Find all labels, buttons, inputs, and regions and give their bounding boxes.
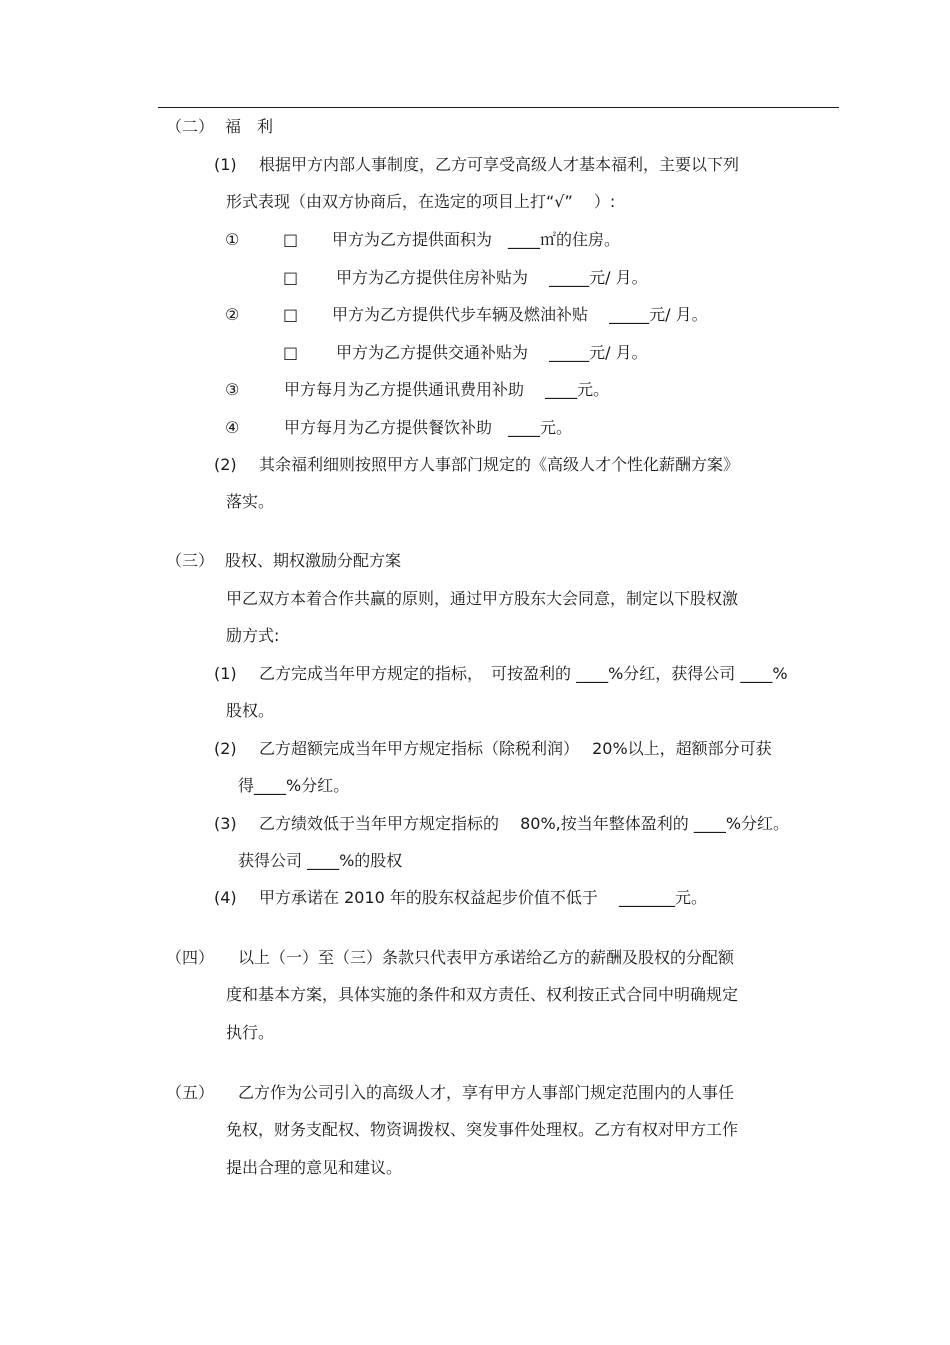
opt2b-text: 甲方为乙方提供交通补贴为 _____元/ 月。: [336, 343, 648, 362]
opt1a-checkbox[interactable]: □: [283, 230, 299, 249]
s5-line3: 提出合理的意见和建议。: [226, 1158, 403, 1177]
opt3-marker: ③: [225, 380, 240, 399]
s3-item1-line2: 股权。: [226, 701, 275, 720]
s3-intro-line1: 甲乙双方本着合作共赢的原则，通过甲方股东大会同意，制定以下股权激: [226, 589, 739, 608]
section-2-number: （二）: [166, 117, 215, 136]
s2-item2-number: (2): [214, 455, 237, 474]
opt2b-checkbox[interactable]: □: [283, 343, 299, 362]
s4-line3: 执行。: [226, 1023, 275, 1042]
opt4-marker: ④: [225, 418, 240, 437]
opt4-text: 甲方每月为乙方提供餐饮补助 ____元。: [284, 418, 573, 437]
s2-item2-line2: 落实。: [226, 492, 275, 511]
section-3-title: 股权、期权激励分配方案: [225, 551, 402, 570]
s3-item2-line1: 乙方超额完成当年甲方规定指标（除税利润） 20%以上，超额部分可获: [259, 739, 772, 758]
s3-item1-number: (1): [214, 664, 237, 683]
opt2a-text: 甲方为乙方提供代步车辆及燃油补贴 _____元/ 月。: [332, 305, 708, 324]
opt1b-checkbox[interactable]: □: [283, 268, 299, 287]
s3-item3-number: (3): [214, 814, 237, 833]
s3-item3-line2: 获得公司 ____%的股权: [238, 851, 403, 870]
s4-line1: 以上（一）至（三）条款只代表甲方承诺给乙方的薪酬及股权的分配额: [238, 948, 735, 967]
header-rule: [158, 107, 839, 108]
s3-item3-line1: 乙方绩效低于当年甲方规定指标的 80%,按当年整体盈利的 ____%分红。: [259, 814, 790, 833]
opt3-text: 甲方每月为乙方提供通讯费用补助 ____元。: [284, 380, 610, 399]
opt2-marker: ②: [225, 305, 240, 324]
section-2-title: 福 利: [225, 117, 274, 136]
s3-item2-number: (2): [214, 739, 237, 758]
section-3-number: （三）: [166, 551, 215, 570]
opt1-marker: ①: [225, 230, 240, 249]
s5-line2: 免权，财务支配权、物资调拨权、突发事件处理权。乙方有权对甲方工作: [226, 1120, 739, 1139]
s3-intro-line2: 励方式:: [226, 626, 280, 645]
s3-item1-line1: 乙方完成当年甲方规定的指标， 可按盈利的 ____%分红，获得公司 ____%: [259, 664, 788, 683]
s3-item4-number: (4): [214, 888, 237, 907]
s5-line1: 乙方作为公司引入的高级人才，享有甲方人事部门规定范围内的人事任: [238, 1083, 735, 1102]
s4-line2: 度和基本方案，具体实施的条件和双方责任、权利按正式合同中明确规定: [226, 985, 739, 1004]
s2-item2-line1: 其余福利细则按照甲方人事部门规定的《高级人才个性化薪酬方案》: [259, 455, 740, 474]
s3-item4-line1: 甲方承诺在 2010 年的股东权益起步价值不低于 _______元。: [259, 888, 707, 907]
s2-item1-number: (1): [214, 155, 237, 174]
opt1a-text: 甲方为乙方提供面积为 ____㎡的住房。: [332, 230, 621, 249]
s2-item1-line1: 根据甲方内部人事制度，乙方可享受高级人才基本福利，主要以下列: [259, 155, 740, 174]
opt2a-checkbox[interactable]: □: [283, 305, 299, 324]
section-5-number: （五）: [166, 1083, 215, 1102]
s3-item2-line2: 得____%分红。: [238, 776, 350, 795]
s2-item1-line2: 形式表现（由双方协商后，在选定的项目上打“√” ）:: [226, 192, 616, 211]
opt1b-text: 甲方为乙方提供住房补贴为 _____元/ 月。: [336, 268, 648, 287]
section-4-number: （四）: [166, 948, 215, 967]
